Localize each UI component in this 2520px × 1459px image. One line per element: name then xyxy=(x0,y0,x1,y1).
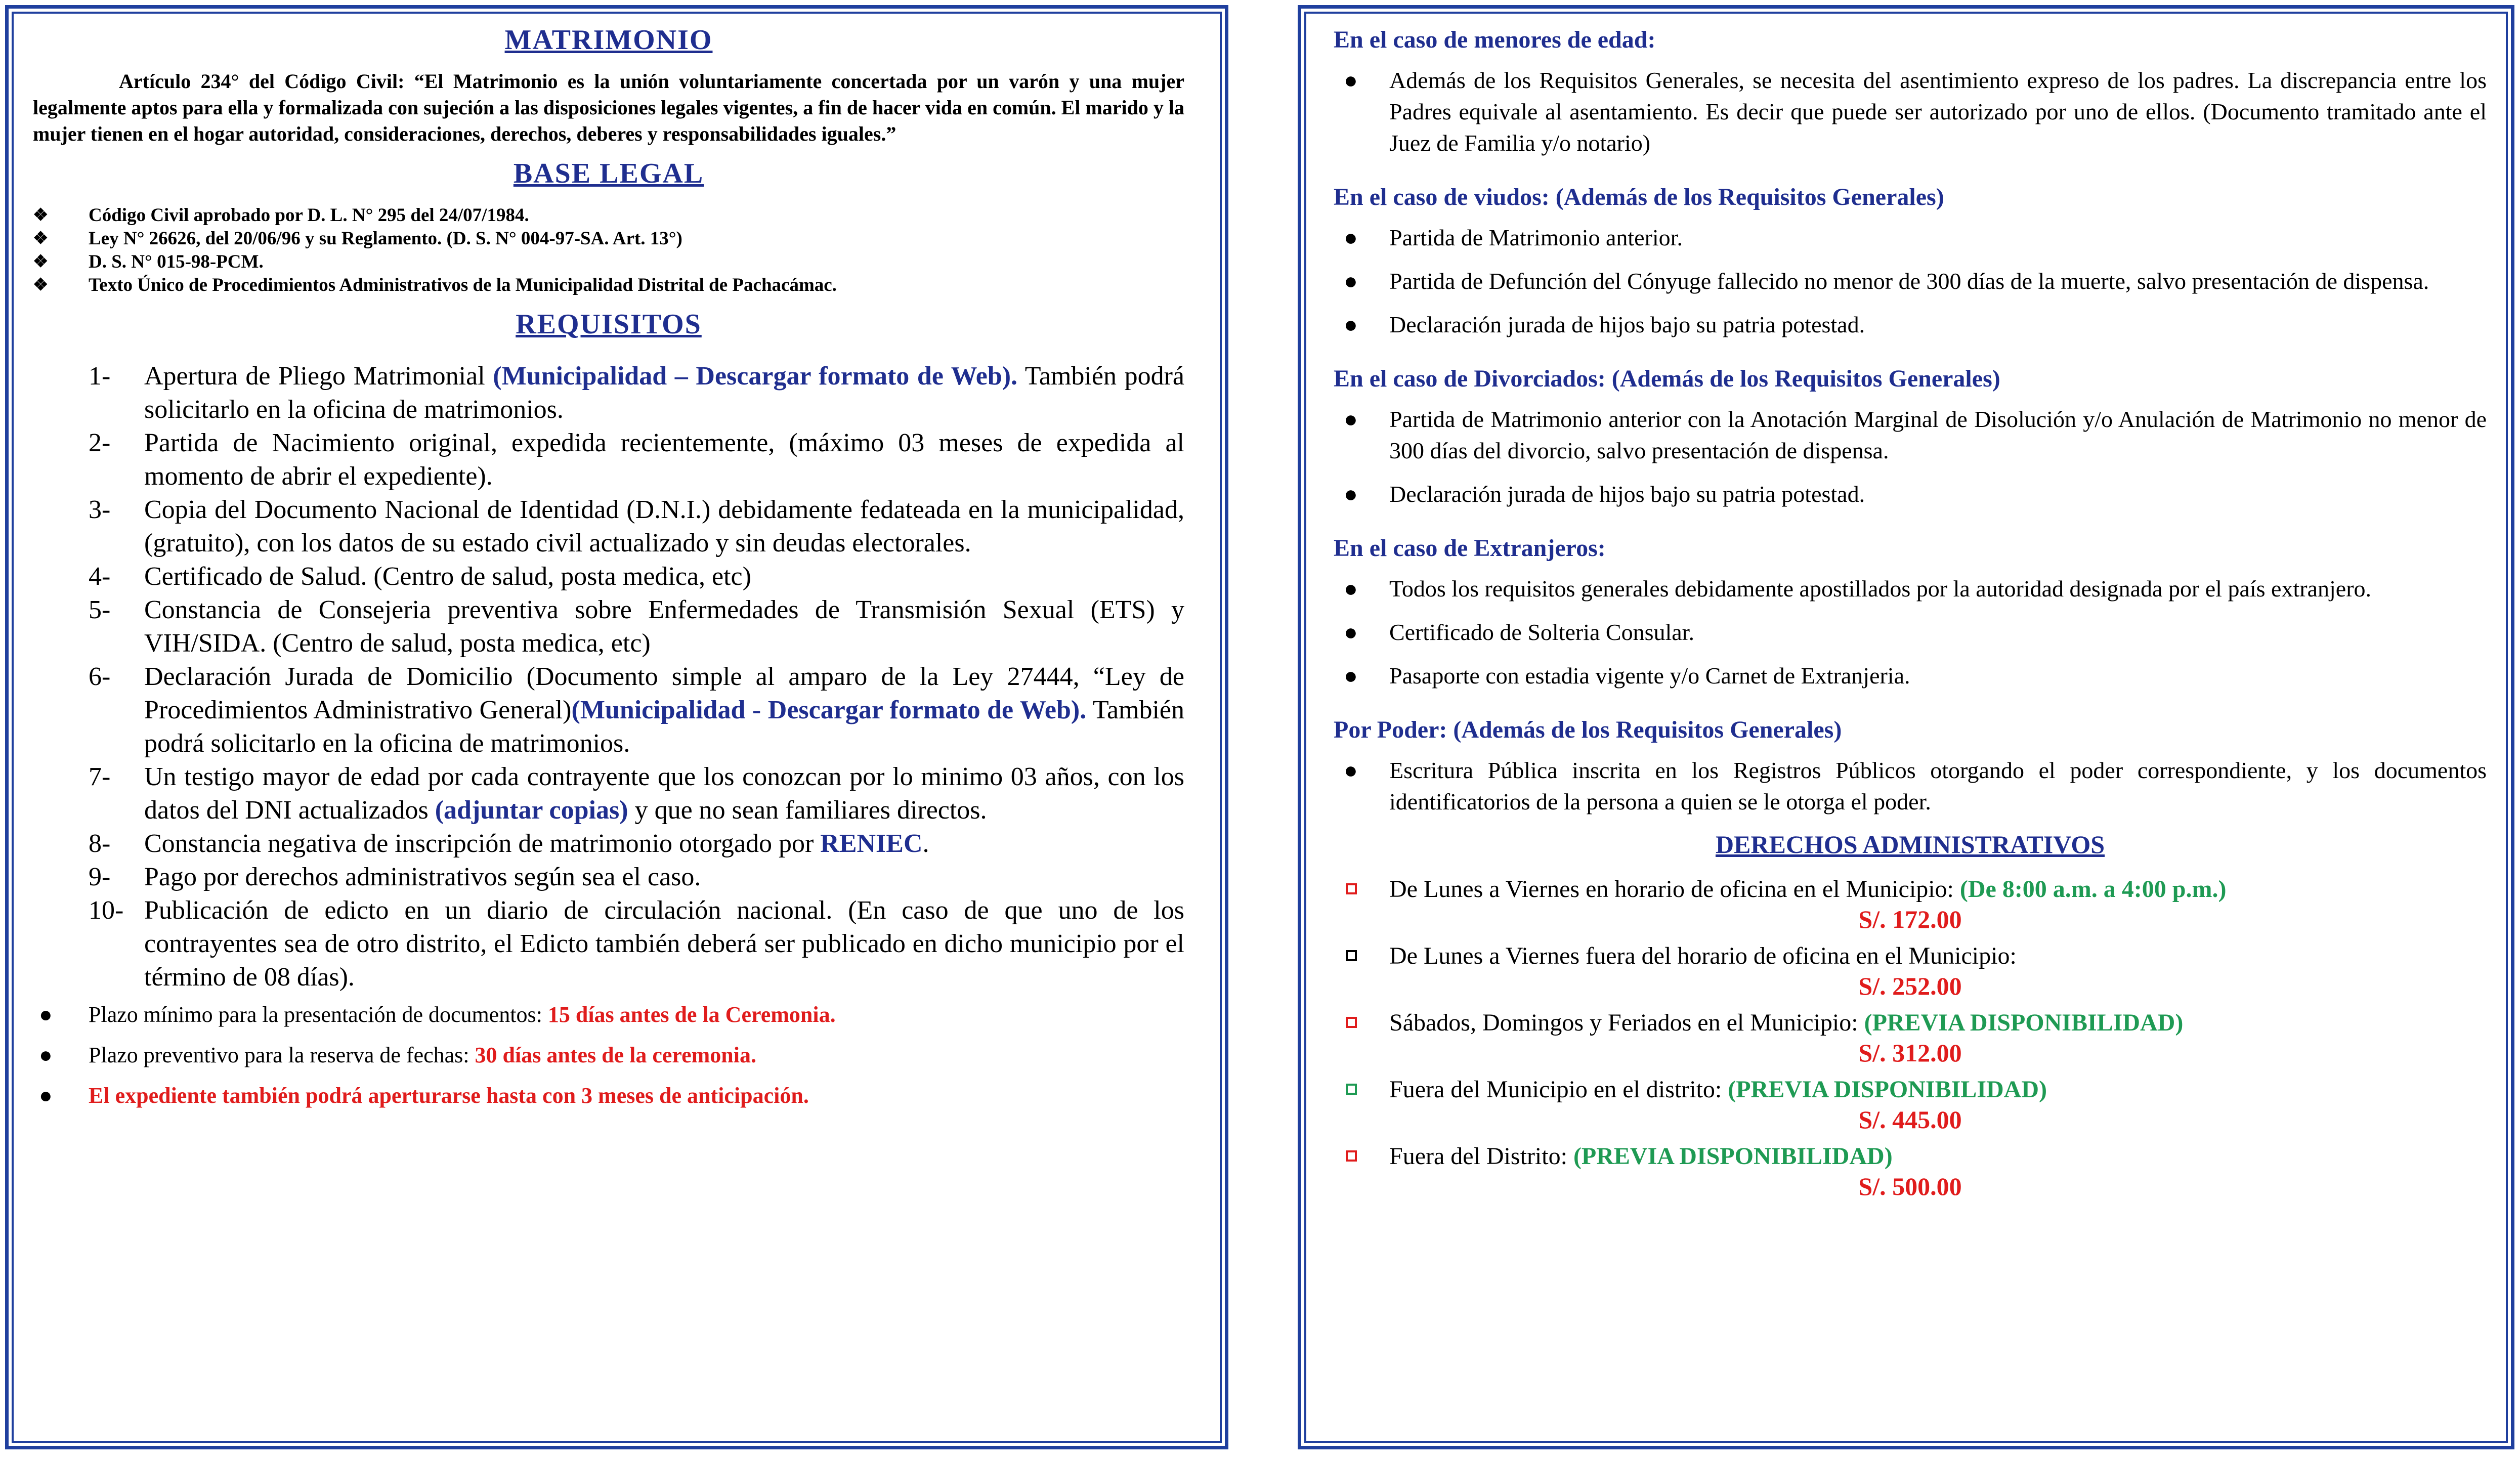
section-list xyxy=(1334,573,2487,692)
section-item xyxy=(1334,309,2487,340)
diamond-bullet-icon: ❖ xyxy=(33,252,49,271)
fee-item xyxy=(1334,941,2487,1001)
right-panel xyxy=(1298,5,2514,1449)
bullet-icon: ● xyxy=(1344,576,1358,602)
requirement-item xyxy=(33,560,1184,593)
fee-note: (PREVIA DISPONIBILIDAD) xyxy=(1864,1009,2184,1036)
section-list xyxy=(1334,404,2487,510)
title-derechos-administrativos: DERECHOS ADMINISTRATIVOS xyxy=(1715,830,2105,859)
requirement-text-post: También podrá solicitarlo en la oficina de matrimonios. xyxy=(144,696,1185,758)
fee-note: (PREVIA DISPONIBILIDAD) xyxy=(1728,1076,2047,1103)
checkbox-bullet-icon xyxy=(1346,1150,1357,1162)
checkbox-bullet-icon xyxy=(1346,1017,1357,1028)
requirement-number: 2- xyxy=(89,428,111,457)
requirement-highlight: (adjuntar copias) xyxy=(435,796,628,825)
requirement-text: Copia del Documento Nacional de Identidad (D.N.I.) debidamente fedateada en la municipalidad, (gratuito), con los datos de su estado civil actualizado y sin deudas electorales. xyxy=(144,495,1184,557)
fee-description: Fuera del Municipio en el distrito: xyxy=(1389,1076,1728,1103)
checkbox-bullet-icon xyxy=(1346,883,1357,894)
title-requisitos: REQUISITOS xyxy=(516,309,702,340)
bullet-icon: ● xyxy=(1344,663,1358,689)
requirement-item xyxy=(33,827,1184,861)
note-highlight: El expediente también podrá aperturarse hasta con 3 meses de anticipación. xyxy=(89,1083,809,1108)
section-item xyxy=(1334,573,2487,605)
section-title: En el caso de Divorciados: (Además de los Requisitos Generales) xyxy=(1334,365,2000,392)
fee-price: S/. 312.00 xyxy=(1858,1039,1962,1067)
base-item: ❖ D. S. N° 015-98-PCM. xyxy=(33,250,1184,274)
requirement-text-post: . xyxy=(922,829,929,858)
requirement-text: Apertura de Pliego Matrimonial xyxy=(144,362,493,391)
bullet-icon: ● xyxy=(1344,67,1358,93)
section-item-text: Partida de Matrimonio anterior. xyxy=(1389,225,1683,250)
requirement-number: 3- xyxy=(89,495,111,524)
requirement-text: Certificado de Salud. (Centro de salud, posta medica, etc) xyxy=(144,562,751,591)
section-list xyxy=(1334,65,2487,159)
fee-price: S/. 500.00 xyxy=(1858,1172,1962,1200)
section-item-text: Certificado de Solteria Consular. xyxy=(1389,619,1694,645)
requirement-number: 6- xyxy=(89,662,111,691)
section-list xyxy=(1334,222,2487,340)
note-highlight: 15 días antes de la Ceremonia. xyxy=(547,1002,836,1027)
diamond-bullet-icon: ❖ xyxy=(33,206,49,225)
requirement-text: Declaración Jurada de Domicilio (Documento simple al amparo de la Ley 27444, “Ley de Procedimientos Administrativo General) xyxy=(144,662,1184,724)
note-text: Plazo mínimo para la presentación de documentos: xyxy=(89,1002,548,1027)
section-item xyxy=(1334,660,2487,692)
fee-item xyxy=(1334,1075,2487,1134)
section-item-text: Declaración jurada de hijos bajo su patria potestad. xyxy=(1389,481,1865,507)
section-item xyxy=(1334,65,2487,159)
fee-description: De Lunes a Viernes en horario de oficina en el Municipio: xyxy=(1389,876,1960,903)
requirement-text: Constancia de Consejeria preventiva sobre Enfermedades de Transmisión Sexual (ETS) y VIH/SIDA. (Centro de salud, posta medica, etc) xyxy=(144,595,1184,658)
section-item-text: Partida de Defunción del Cónyuge fallecido no menor de 300 días de la muerte, salvo presentación de dispensa. xyxy=(1389,268,2429,294)
section-title: En el caso de Extranjeros: xyxy=(1334,535,1606,562)
section-item xyxy=(1334,266,2487,297)
section-item-text: Todos los requisitos generales debidamente apostillados por la autoridad designada por el país extranjero. xyxy=(1389,576,2372,602)
requirement-item xyxy=(33,660,1184,760)
requirement-number: 5- xyxy=(89,595,111,624)
requirement-item xyxy=(33,426,1184,493)
bullet-icon: ● xyxy=(39,1043,53,1067)
requirements-sections xyxy=(1334,26,2487,818)
note-text: Plazo preventivo para la reserva de fechas: xyxy=(89,1043,475,1067)
requirement-number: 7- xyxy=(89,762,111,791)
section-item xyxy=(1334,617,2487,648)
requirement-text: Publicación de edicto en un diario de circulación nacional. (En caso de que uno de los contrayentes sea de otro distrito, el Edicto también deberá ser publicado en dicho municipio por el término de 08 días). xyxy=(144,896,1184,992)
bullet-icon: ● xyxy=(1344,312,1358,337)
note-item xyxy=(33,1000,1184,1029)
fee-description: Sábados, Domingos y Feriados en el Municipio: xyxy=(1389,1009,1864,1036)
requirement-text-post: También podrá solicitarlo en la oficina de matrimonios. xyxy=(144,362,1184,424)
title-base-legal: BASE LEGAL xyxy=(513,158,704,189)
note-item xyxy=(33,1041,1184,1070)
base-legal-list xyxy=(33,204,1184,297)
fee-description: De Lunes a Viernes fuera del horario de oficina en el Municipio: xyxy=(1389,942,2017,969)
fee-price: S/. 445.00 xyxy=(1858,1105,1962,1134)
fee-description: Fuera del Distrito: xyxy=(1389,1143,1573,1170)
title-matrimonio: MATRIMONIO xyxy=(504,24,713,56)
base-item: ❖ Ley N° 26626, del 20/06/96 y su Reglamento. (D. S. N° 004-97-SA. Art. 13°) xyxy=(33,227,1184,250)
fees-list xyxy=(1334,874,2487,1201)
bullet-icon: ● xyxy=(1344,757,1358,783)
requirement-item xyxy=(33,894,1184,994)
fee-item xyxy=(1334,1141,2487,1201)
bullet-icon: ● xyxy=(1344,268,1358,294)
requirement-item xyxy=(33,861,1184,894)
article-paragraph: Artículo 234° del Código Civil: “El Matrimonio es la unión voluntariamente concertada por un varón y una mujer legalmente aptos para ella y formalizada con sujeción a las disposiciones legales vigentes, a fin de hacer vida en común. El marido y la mujer tienen en el hogar autoridad, consideraciones, derechos, deberes y responsabilidades iguales.” xyxy=(33,70,1184,145)
section-item-text: Pasaporte con estadia vigente y/o Carnet de Extranjeria. xyxy=(1389,663,1910,689)
fee-price: S/. 172.00 xyxy=(1858,905,1962,933)
bullet-icon: ● xyxy=(1344,619,1358,645)
section-item xyxy=(1334,755,2487,818)
fee-note: (PREVIA DISPONIBILIDAD) xyxy=(1573,1143,1893,1170)
notes-list xyxy=(33,1000,1184,1110)
requirement-number: 1- xyxy=(89,362,111,391)
note-item xyxy=(33,1081,1184,1110)
fee-item xyxy=(1334,874,2487,934)
fee-item xyxy=(1334,1008,2487,1067)
section-item xyxy=(1334,222,2487,253)
requirement-number: 10- xyxy=(89,896,124,925)
diamond-bullet-icon: ❖ xyxy=(33,229,49,248)
requirement-item xyxy=(33,493,1184,560)
left-panel xyxy=(5,5,1228,1449)
requirement-highlight: (Municipalidad - Descargar formato de Web). xyxy=(571,696,1087,724)
section-item-text: Escritura Pública inscrita en los Registros Públicos otorgando el poder correspondiente, y los documentos identificatorios de la persona a quien se le otorga el poder. xyxy=(1389,757,2487,814)
bullet-icon: ● xyxy=(1344,225,1358,250)
requirement-text: Partida de Nacimiento original, expedida recientemente, (máximo 03 meses de expedida al momento de abrir el expediente). xyxy=(144,428,1184,491)
bullet-icon: ● xyxy=(39,1083,53,1108)
bullet-icon: ● xyxy=(39,1002,53,1027)
fee-note: (De 8:00 a.m. a 4:00 p.m.) xyxy=(1959,876,2227,903)
requirement-item xyxy=(33,360,1184,426)
requirement-text-post: y que no sean familiares directos. xyxy=(628,796,987,825)
requirement-highlight: (Municipalidad – Descargar formato de Web). xyxy=(493,362,1018,391)
section-title: Por Poder: (Además de los Requisitos Generales) xyxy=(1334,716,1842,743)
section-title: En el caso de menores de edad: xyxy=(1334,26,1656,53)
section-item xyxy=(1334,479,2487,510)
requirement-item xyxy=(33,760,1184,827)
requirement-highlight: RENIEC xyxy=(820,829,923,858)
requirement-number: 4- xyxy=(89,562,111,591)
section-title: En el caso de viudos: (Además de los Requisitos Generales) xyxy=(1334,184,1944,210)
base-item: ❖ Código Civil aprobado por D. L. N° 295 del 24/07/1984. xyxy=(33,204,1184,227)
section-item xyxy=(1334,404,2487,466)
requirement-text: Pago por derechos administrativos según sea el caso. xyxy=(144,863,701,891)
requirements-list xyxy=(33,360,1184,994)
section-item-text: Además de los Requisitos Generales, se necesita del asentimiento expreso de los padres. La discrepancia entre los Padres equivale al asentamiento. Es decir que puede ser autorizado por uno de ellos. (Documento tramitado ante el Juez de Familia y/o notario) xyxy=(1389,67,2487,156)
requirement-number: 8- xyxy=(89,829,111,858)
section-item-text: Declaración jurada de hijos bajo su patria potestad. xyxy=(1389,312,1865,337)
requirement-number: 9- xyxy=(89,863,111,891)
requirement-text: Un testigo mayor de edad por cada contrayente que los conozcan por lo minimo 03 años, con los datos del DNI actualizados xyxy=(144,762,1184,825)
checkbox-bullet-icon xyxy=(1346,950,1357,961)
section-item-text: Partida de Matrimonio anterior con la Anotación Marginal de Disolución y/o Anulación de Matrimonio no menor de 300 días del divorcio, salvo presentación de dispensa. xyxy=(1389,406,2487,463)
diamond-bullet-icon: ❖ xyxy=(33,276,49,294)
requirement-item xyxy=(33,593,1184,660)
note-highlight: 30 días antes de la ceremonia. xyxy=(475,1043,757,1067)
section-list xyxy=(1334,755,2487,818)
checkbox-bullet-icon xyxy=(1346,1084,1357,1095)
requirement-text: Constancia negativa de inscripción de matrimonio otorgado por xyxy=(144,829,821,858)
bullet-icon: ● xyxy=(1344,481,1358,507)
bullet-icon: ● xyxy=(1344,406,1358,432)
fee-price: S/. 252.00 xyxy=(1858,972,1962,1000)
base-item: ❖ Texto Único de Procedimientos Administrativos de la Municipalidad Distrital de Pachacámac. xyxy=(33,274,1184,297)
